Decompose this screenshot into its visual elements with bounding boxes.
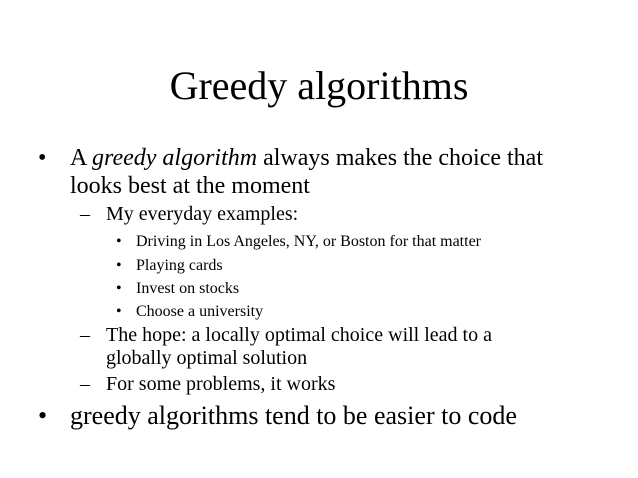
bullet-icon: • [116, 257, 122, 274]
bullet-icon: • [116, 233, 122, 250]
dash-icon: – [80, 324, 90, 346]
example-item: Playing cards [136, 257, 223, 274]
point-2: greedy algorithms tend to be easier to code [70, 401, 517, 430]
sub-point-hope-line-2: globally optimal solution [106, 347, 308, 369]
example-item: Invest on stocks [136, 280, 240, 297]
point-1-emphasis: greedy algorithm [92, 145, 258, 171]
sub-point-hope-line-1: The hope: a locally optimal choice will lead to a [106, 324, 492, 346]
bullet-icon: • [116, 280, 122, 297]
sub-point-works: For some problems, it works [106, 373, 336, 395]
point-1-suffix: always makes the choice that [257, 145, 543, 171]
slide-title: Greedy algorithms [169, 63, 469, 108]
example-item: Driving in Los Angeles, NY, or Boston for that matter [136, 233, 481, 250]
dash-icon: – [80, 203, 90, 225]
point-1-prefix: A [70, 145, 93, 171]
bullet-icon: • [116, 303, 122, 320]
example-item: Choose a university [136, 303, 264, 320]
sub-point-everyday-examples: My everyday examples: [106, 203, 299, 225]
dash-icon: – [80, 373, 90, 395]
point-1-line-1 [70, 144, 543, 172]
point-1-line-2: looks best at the moment [70, 173, 310, 199]
bullet-icon: • [38, 145, 47, 171]
bullet-icon: • [38, 401, 48, 430]
